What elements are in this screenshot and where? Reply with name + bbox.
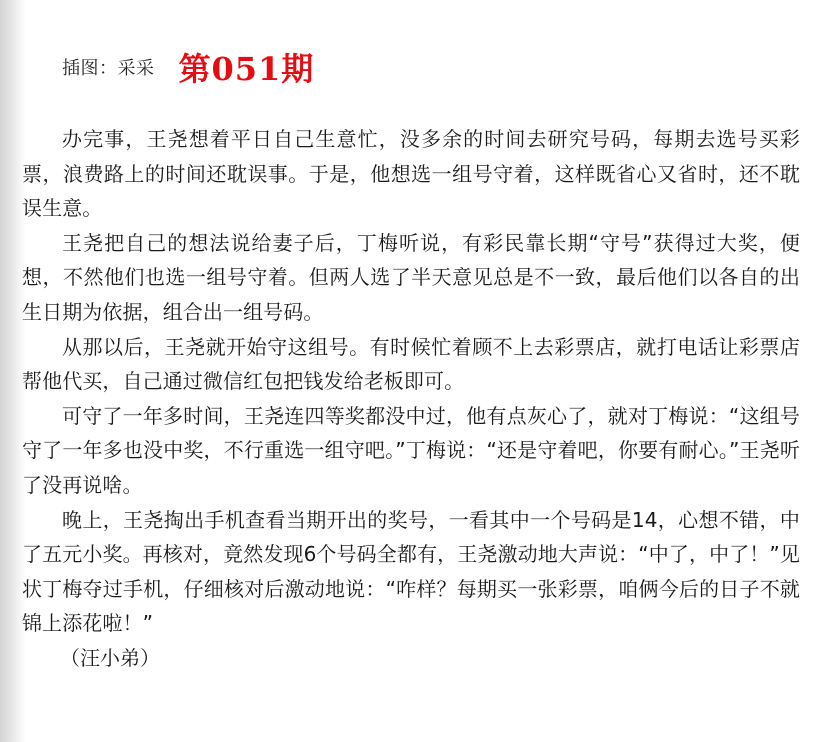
paragraph-3: 从那以后，王尧就开始守这组号。有时候忙着顾不上去彩票店，就打电话让彩票店帮他代买，自己通过微信红包把钱发给老板即可。 — [22, 334, 800, 394]
paragraph-2: 王尧把自己的想法说给妻子后，丁梅听说，有彩民靠长期“守号”获得过大奖，便想，不然他们也选一组号守着。但两人选了半天意见总是不一致，最后他们以各自的出生日期为依据，组合出一组号码。 — [22, 230, 800, 324]
paragraph-5: 晚上，王尧掏出手机查看当期开出的奖号，一看其中一个号码是14，心想不错，中了五元小奖。再核对，竟然发现6个号码全都有，王尧激动地大声说：“中了，中了！”见状丁梅夺过手机，仔细核对后激动地说：“咋样？每期买一张彩票，咱俩今后的日子不就锦上添花啦！” — [22, 507, 800, 636]
paragraph-1: 办完事，王尧想着平日自己生意忙，没多余的时间去研究号码，每期去选号买彩票，浪费路上的时间还耽误事。于是，他想选一组号守着，这样既省心又省时，还不耽误生意。 — [22, 127, 800, 221]
article-body — [22, 122, 800, 676]
paragraph-4: 可守了一年多时间，王尧连四等奖都没中过，他有点灰心了，就对丁梅说：“这组号守了一年多也没中奖，不行重选一组守吧。”丁梅说：“还是守着吧，你要有耐心。”王尧听了没再说啥。 — [22, 403, 800, 497]
article-header — [62, 44, 314, 90]
author-signature: （汪小弟） — [60, 645, 160, 670]
illustration-credit: 插图：采采 — [62, 58, 155, 79]
issue-number: 第051期 — [178, 50, 315, 88]
